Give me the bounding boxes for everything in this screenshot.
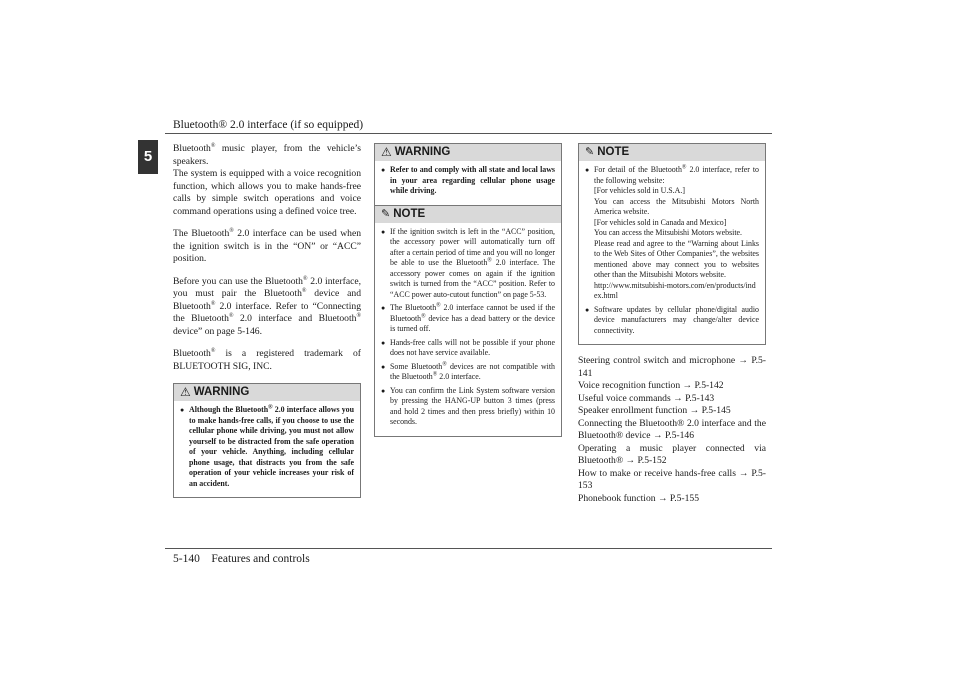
xref-phonebook[interactable]: Phonebook function → P.5-155 bbox=[578, 492, 699, 504]
paragraph-ignition: The Bluetooth® 2.0 interface can be used when the ignition switch is in the “ON” or “ACC” position. bbox=[173, 227, 362, 264]
xref-voice-recognition[interactable]: Voice recognition function → P.5-142 bbox=[578, 380, 724, 391]
note-bullet: ● If the ignition switch is left in the “ACC” position, the accessory power will automatically turn off after a certain period of time and you will no longer be able to use the Bluetooth® 2.0 interface. The accessory power comes on again if the ignition switch is turned from the “ACC” position. Refer to “ACC power auto-cutout function” on page 5-53. bbox=[381, 226, 555, 299]
column-1 bbox=[173, 143, 361, 498]
note-header bbox=[375, 206, 561, 223]
chapter-tab: 5 bbox=[138, 140, 158, 174]
note-label: NOTE bbox=[597, 146, 630, 158]
note-box-col3 bbox=[578, 143, 766, 345]
bullet-icon: ● bbox=[381, 362, 386, 371]
warning-label: WARNING bbox=[193, 386, 250, 398]
warning-bullet: ● Although the Bluetooth® 2.0 interface allows you to make hands-free calls, if you choose to use the cellular phone while driving, you must not allow yourself to be distracted from the safe operation of your vehicle. Anything, including cellular phone usage, that distracts you from the safe operation of your vehicle increases your risk of an accident. bbox=[180, 404, 355, 488]
xref-connecting[interactable]: Connecting the Bluetooth® 2.0 interface and the Bluetooth® device → P.5-146 bbox=[578, 417, 766, 441]
xref-voice-commands[interactable]: Useful voice commands → P.5-143 bbox=[578, 392, 715, 404]
note-header bbox=[579, 144, 765, 161]
xref-steering-switch[interactable]: Steering control switch and microphone → P.5-141 bbox=[578, 355, 766, 379]
column-3 bbox=[578, 143, 766, 505]
warning-label: WARNING bbox=[394, 146, 451, 158]
xref-handsfree-calls[interactable]: How to make or receive hands-free calls → P.5-153 bbox=[578, 467, 766, 491]
warning-bullet: ● Refer to and comply with all state and local laws in your area regarding cellular phone usage while driving. bbox=[381, 165, 555, 195]
warning-box-handsfree bbox=[173, 383, 361, 498]
warning-header bbox=[174, 384, 360, 401]
website-link[interactable]: http://www.mitsubishi-motors.com/en/products/index.html bbox=[594, 280, 756, 300]
warning-triangle-icon: ⚠ bbox=[180, 385, 191, 399]
bullet-icon: ● bbox=[381, 304, 386, 312]
bullet-icon: ● bbox=[585, 305, 590, 314]
note-box-col2 bbox=[374, 206, 562, 437]
bullet-icon: ● bbox=[585, 166, 590, 174]
xref-speaker-enrollment[interactable]: Speaker enrollment function → P.5-145 bbox=[578, 405, 731, 416]
paragraph-trademark: Bluetooth® is a registered trademark of BLUETOOTH SIG, INC. bbox=[173, 347, 361, 372]
bullet-icon: ● bbox=[381, 227, 386, 236]
paragraph-intro: Bluetooth® music player, from the vehicle’s speakers. The system is equipped with a voice recognition function, which allows you to make hands-free calls by simple switch operations and voice command operations using a defined voice tree. bbox=[173, 142, 361, 217]
page-header-title: Bluetooth® 2.0 interface (if so equipped) bbox=[173, 119, 364, 131]
note-bullet: ● Software updates by cellular phone/digital audio device manufacturers may change/alter device connectivity. bbox=[585, 304, 759, 335]
paragraph-pairing: Before you can use the Bluetooth® 2.0 interface, you must pair the Bluetooth® device and Bluetooth® 2.0 interface. Refer to “Connecting the Bluetooth® 2.0 interface and Bluetooth® device” on page 5-146. bbox=[173, 275, 361, 337]
section-name: Features and controls bbox=[211, 553, 310, 565]
warning-box-laws bbox=[374, 143, 562, 206]
warning-header bbox=[375, 144, 561, 161]
note-bullet: ● Hands-free calls will not be possible if your phone does not have service available. bbox=[381, 337, 555, 357]
note-pencil-icon: ✎ bbox=[585, 146, 595, 158]
page-footer bbox=[173, 553, 310, 565]
footer-rule bbox=[165, 548, 772, 549]
bullet-icon: ● bbox=[381, 386, 386, 395]
note-pencil-icon: ✎ bbox=[381, 207, 391, 220]
page-number: 5-140 bbox=[173, 553, 200, 565]
note-bullet: ● Some Bluetooth® devices are not compatible with the Bluetooth® 2.0 interface. bbox=[381, 360, 555, 381]
warning-triangle-icon: ⚠ bbox=[381, 145, 392, 159]
bullet-icon: ● bbox=[381, 338, 386, 347]
bullet-icon: ● bbox=[381, 166, 386, 174]
note-bullet: ● You can confirm the Link System software version by pressing the HANG-UP button 3 times (press and hold 2 times and then press briefly) within 10 seconds. bbox=[381, 385, 555, 426]
note-bullet: ● For detail of the Bluetooth® 2.0 interface, refer to the following website: [For vehicles sold in U.S.A.] You can access the Mitsubishi Motors North America website. [For vehicles sold in Canada and Mexico] You can access the Mitsubishi Motors website. Please read and agree to the “Warning about Links to the Web Sites of Other Companies”, the websites mentioned above may connect you to websites other than the Mitsubishi Motors website. http://www.mitsubishi-motors.com/en/products/index.html bbox=[585, 164, 759, 300]
bullet-icon: ● bbox=[180, 406, 185, 414]
header-rule bbox=[165, 133, 772, 134]
xref-music-player[interactable]: Operating a music player connected via Bluetooth® → P.5-152 bbox=[578, 442, 766, 466]
note-bullet: ● The Bluetooth® 2.0 interface cannot be used if the Bluetooth® device has a dead battery or the device is turned off. bbox=[381, 302, 555, 333]
cross-reference-list bbox=[578, 355, 766, 505]
note-label: NOTE bbox=[393, 207, 426, 220]
column-2 bbox=[374, 143, 562, 437]
